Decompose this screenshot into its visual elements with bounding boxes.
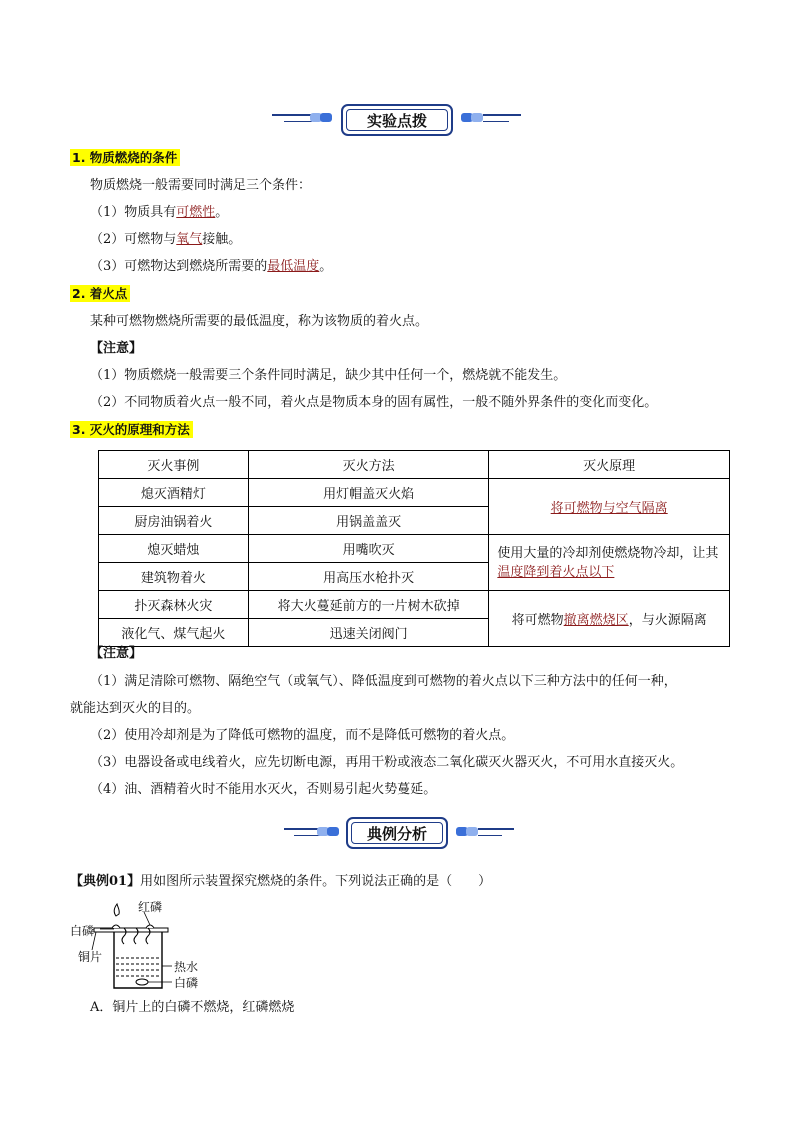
principle-cell: 将可燃物撤离燃烧区，与火源隔离 bbox=[489, 591, 730, 647]
experiment-figure bbox=[70, 898, 220, 994]
table-cell: 熄灭酒精灯 bbox=[99, 479, 249, 507]
table-cell: 用锅盖盖灭 bbox=[248, 507, 489, 535]
banner-line bbox=[294, 835, 320, 836]
condition-item: （3）可燃物达到燃烧所需要的最低温度。 bbox=[90, 259, 333, 274]
figure-label-white-phosphorus-water: 白磷 bbox=[174, 976, 199, 990]
table-cell: 用高压水枪扑灭 bbox=[248, 563, 489, 591]
note-item: 就能达到灭火的目的。 bbox=[70, 701, 201, 716]
example-label: 【典例01】 bbox=[70, 874, 141, 889]
principle-cell: 将可燃物与空气隔离 bbox=[489, 479, 730, 535]
table-cell: 厨房油锅着火 bbox=[99, 507, 249, 535]
section-heading: 3. 灭火的原理和方法 bbox=[70, 421, 193, 440]
hexagon-icon bbox=[466, 827, 478, 836]
banner-line bbox=[272, 114, 312, 116]
hexagon-icon bbox=[327, 827, 339, 836]
figure-label-copper: 铜片 bbox=[78, 950, 103, 964]
note-label: 【注意】 bbox=[90, 341, 143, 356]
banner-line bbox=[483, 114, 521, 116]
condition-item: （2）可燃物与氧气接触。 bbox=[90, 232, 242, 247]
note-label: 【注意】 bbox=[90, 646, 143, 661]
table-cell: 建筑物着火 bbox=[99, 563, 249, 591]
table-cell: 用灯帽盖灭火焰 bbox=[248, 479, 489, 507]
banner-line bbox=[478, 835, 502, 836]
hexagon-icon bbox=[320, 113, 332, 122]
note-item: （1）满足清除可燃物、隔绝空气（或氧气）、降低温度到可燃物的着火点以下三种方法中的任何一种， bbox=[90, 674, 677, 689]
figure-label-hot-water: 热水 bbox=[174, 960, 199, 974]
figure-label-red-phosphorus: 红磷 bbox=[138, 900, 163, 914]
principle-cell: 使用大量的冷却剂使燃烧物冷却，让其温度降到着火点以下 bbox=[489, 535, 730, 591]
banner-line bbox=[483, 121, 509, 122]
banner-line bbox=[284, 121, 312, 122]
table-cell: 熄灭蜡烛 bbox=[99, 535, 249, 563]
table-cell: 迅速关闭阀门 bbox=[248, 619, 489, 647]
table-cell: 用嘴吹灭 bbox=[248, 535, 489, 563]
table-cell: 扑灭森林火灾 bbox=[99, 591, 249, 619]
table-row bbox=[99, 535, 730, 563]
section-heading: 1. 物质燃烧的条件 bbox=[70, 149, 180, 168]
figure-label-white-phosphorus: 白磷 bbox=[70, 924, 95, 938]
banner-line bbox=[478, 828, 514, 830]
paragraph: 某种可燃物燃烧所需要的最低温度，称为该物质的着火点。 bbox=[90, 314, 429, 329]
note-item: （2）不同物质着火点一般不同，着火点是物质本身的固有属性，一般不随外界条件的变化而变化。 bbox=[90, 395, 658, 410]
paragraph: 物质燃烧一般需要同时满足三个条件： bbox=[90, 178, 312, 193]
section-banner-middle bbox=[0, 812, 794, 852]
section-banner-top bbox=[0, 100, 794, 140]
table-header: 灭火方法 bbox=[248, 451, 489, 479]
table-cell: 液化气、煤气起火 bbox=[99, 619, 249, 647]
extinguish-table bbox=[98, 450, 730, 647]
note-item: （3）电器设备或电线着火，应先切断电源，再用干粉或液态二氧化碳灭火器灭火，不可用水直接灭火。 bbox=[90, 755, 684, 770]
table-row bbox=[99, 591, 730, 619]
table-header: 灭火原理 bbox=[489, 451, 730, 479]
note-item: （4）油、酒精着火时不能用水灭火，否则易引起火势蔓延。 bbox=[90, 782, 437, 797]
hexagon-icon bbox=[471, 113, 483, 122]
note-item: （1）物质燃烧一般需要三个条件同时满足，缺少其中任何一个，燃烧就不能发生。 bbox=[90, 368, 567, 383]
table-cell: 将大火蔓延前方的一片树木砍掉 bbox=[248, 591, 489, 619]
banner-title: 实验点拨 bbox=[341, 104, 453, 136]
section-heading: 2. 着火点 bbox=[70, 285, 130, 304]
option-a: A．铜片上的白磷不燃烧，红磷燃烧 bbox=[90, 1000, 295, 1015]
table-header-row bbox=[99, 451, 730, 479]
banner-line bbox=[284, 828, 320, 830]
condition-item: （1）物质具有可燃性。 bbox=[90, 205, 229, 220]
table-row bbox=[99, 479, 730, 507]
example-question bbox=[70, 873, 491, 891]
table-header: 灭火事例 bbox=[99, 451, 249, 479]
question-text: 用如图所示装置探究燃烧的条件。下列说法正确的是（ ） bbox=[140, 874, 492, 889]
banner-title: 典例分析 bbox=[346, 817, 448, 849]
note-item: （2）使用冷却剂是为了降低可燃物的温度，而不是降低可燃物的着火点。 bbox=[90, 728, 515, 743]
